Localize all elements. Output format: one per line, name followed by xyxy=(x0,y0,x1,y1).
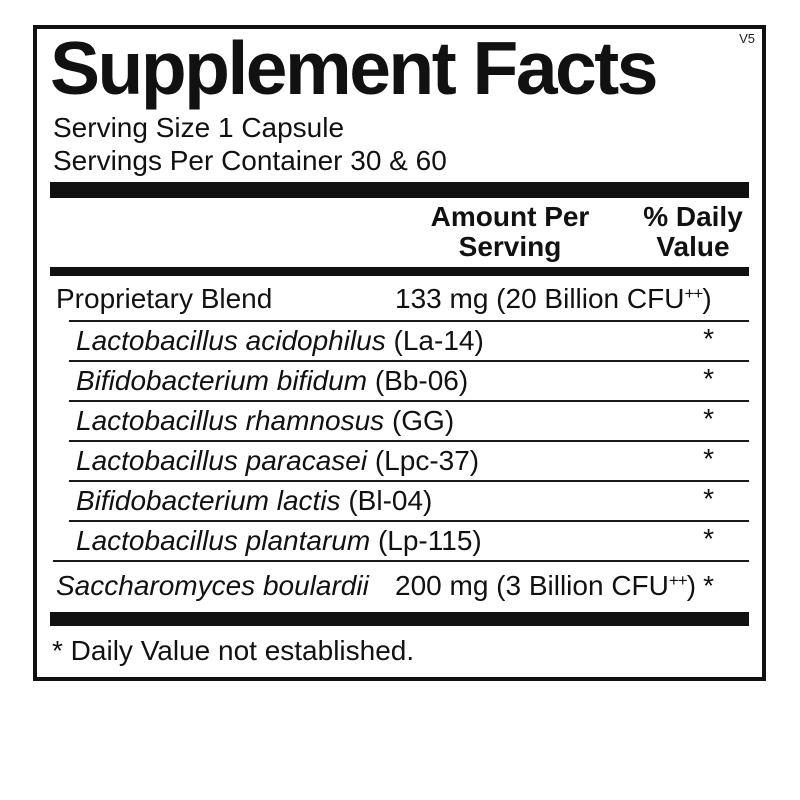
ingredient-species: Lactobacillus paracasei xyxy=(76,445,368,476)
daily-value-asterisk: * xyxy=(703,403,714,434)
ingredient-species: Bifidobacterium bifidum xyxy=(76,365,368,396)
ingredient-row xyxy=(69,320,749,360)
proprietary-blend-name: Proprietary Blend xyxy=(56,283,273,314)
divider-medium xyxy=(50,267,749,276)
boulardii-amount xyxy=(395,570,696,602)
column-header-daily-value xyxy=(637,202,749,262)
cfu-superscript: ++ xyxy=(684,284,703,303)
daily-value-header-line1: % Daily xyxy=(643,201,743,232)
ingredient-row xyxy=(69,520,749,560)
ingredient-strain-code: (Lpc-37) xyxy=(374,445,480,476)
amount-header-line1: Amount Per xyxy=(430,201,590,232)
divider-thick-bottom xyxy=(50,612,749,626)
daily-value-asterisk: * xyxy=(703,570,714,601)
ingredient-strain-code: (GG) xyxy=(391,405,455,436)
ingredient-name xyxy=(76,325,484,357)
proprietary-blend-row xyxy=(50,276,749,320)
ingredient-strain-code: (Bb-06) xyxy=(374,365,469,396)
amount-header-line2: Serving xyxy=(458,231,562,262)
boulardii-amount-suffix: ) xyxy=(686,570,697,601)
ingredient-species: Lactobacillus acidophilus xyxy=(76,325,386,356)
cfu-superscript: ++ xyxy=(668,571,687,590)
ingredient-row xyxy=(69,480,749,520)
ingredient-name xyxy=(76,525,482,557)
servings-per-container: Servings Per Container 30 & 60 xyxy=(53,145,447,176)
column-header-amount-per-serving xyxy=(400,202,620,262)
daily-value-header-line2: Value xyxy=(656,231,730,262)
ingredient-species: Lactobacillus plantarum xyxy=(76,525,371,556)
supplement-facts-panel xyxy=(33,25,766,681)
ingredient-name xyxy=(76,405,454,437)
daily-value-asterisk: * xyxy=(703,323,714,354)
serving-size: Serving Size 1 Capsule xyxy=(53,112,345,143)
version-mark: V5 xyxy=(739,31,755,46)
divider-thick-top xyxy=(50,182,749,198)
column-header-row xyxy=(50,198,749,264)
boulardii-name: Saccharomyces boulardii xyxy=(56,570,369,601)
boulardii-amount-text: 200 mg (3 Billion CFU xyxy=(395,570,669,601)
proprietary-blend-amount-text: 133 mg (20 Billion CFU xyxy=(395,283,685,314)
ingredient-name xyxy=(76,365,468,397)
proprietary-blend-amount xyxy=(395,283,712,315)
boulardii-row xyxy=(50,562,749,608)
ingredient-strain-code: (Lp-115) xyxy=(377,525,482,556)
ingredient-strain-code: (Bl-04) xyxy=(348,485,433,516)
daily-value-footnote: * Daily Value not established. xyxy=(52,635,415,666)
ingredient-row xyxy=(69,400,749,440)
proprietary-blend-amount-suffix: ) xyxy=(702,283,712,314)
panel-title: Supplement Facts xyxy=(50,26,656,110)
daily-value-asterisk: * xyxy=(703,483,714,514)
ingredient-strain-code: (La-14) xyxy=(393,325,484,356)
daily-value-asterisk: * xyxy=(703,363,714,394)
ingredient-species: Bifidobacterium lactis xyxy=(76,485,341,516)
ingredient-rows xyxy=(50,320,749,560)
ingredient-species: Lactobacillus rhamnosus xyxy=(76,405,385,436)
ingredient-name xyxy=(76,445,479,477)
ingredient-row xyxy=(69,440,749,480)
ingredient-row xyxy=(69,360,749,400)
daily-value-asterisk: * xyxy=(703,443,714,474)
ingredient-name xyxy=(76,485,432,517)
daily-value-asterisk: * xyxy=(703,523,714,554)
